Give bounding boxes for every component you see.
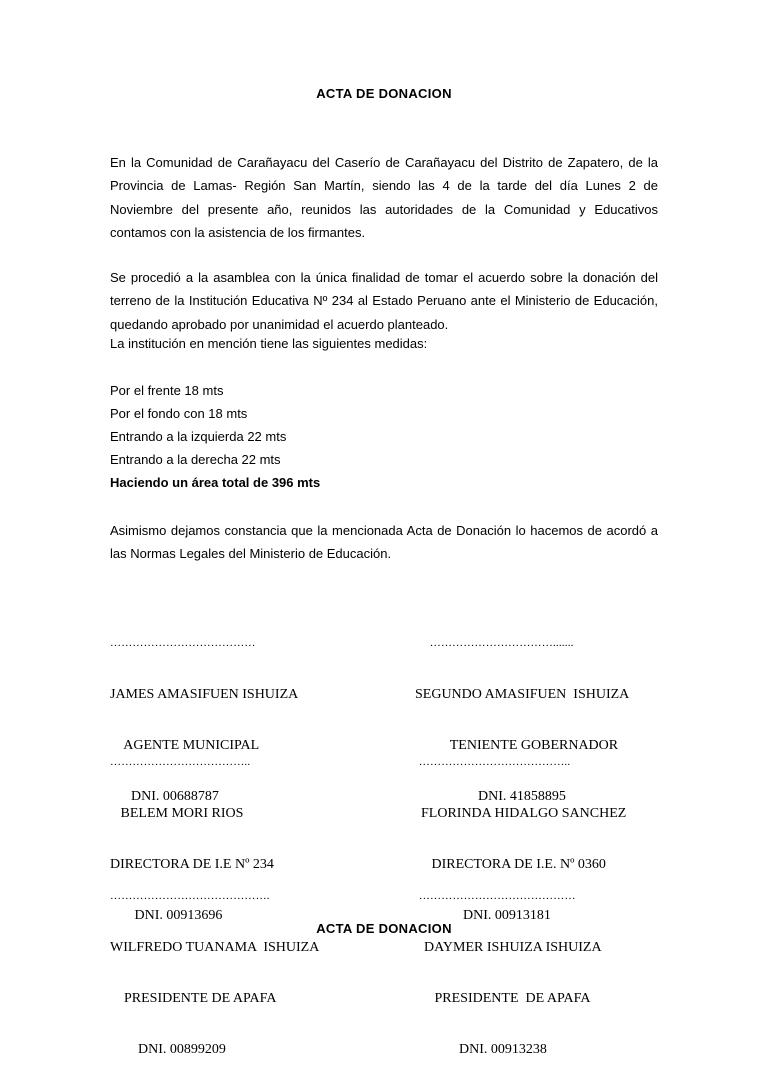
footer-title: ACTA DE DONACION bbox=[316, 921, 452, 936]
signer-name: FLORINDA HIDALGO SANCHEZ bbox=[407, 806, 627, 821]
signature-block bbox=[410, 854, 602, 1075]
signer-dni: DNI. 00913696 bbox=[110, 908, 223, 923]
paragraph-intro: En la Comunidad de Carañayacu del Caserío de Carañayacu del Distrito de Zapatero, de la Provincia de Lamas- Región San Martín, siendo las 4 de la tarde del día Lunes 2 de Noviembre del presente año, reunidos las autoridades de la Comunidad y Educativos contamos con la asistencia de los firmantes. bbox=[110, 155, 658, 240]
signer-dni: DNI. 00913181 bbox=[407, 908, 551, 923]
signature-line: ……………………………….. bbox=[110, 756, 251, 768]
signer-name: DAYMER ISHUIZA ISHUIZA bbox=[410, 940, 602, 955]
signature-block bbox=[110, 854, 319, 1075]
signer-role: TENIENTE GOBERNADOR bbox=[415, 738, 619, 753]
paragraph-assembly: Se procedió a la asamblea con la única finalidad de tomar el acuerdo sobre la donación del terreno de la Institución Educativa Nº 234 al Estado Peruano ante el Ministerio de Educación, quedando aprobado por unanimidad el acuerdo planteado. bbox=[110, 270, 658, 332]
signer-role: DIRECTORA DE I.E Nº 234 bbox=[110, 857, 274, 872]
signature-line: ………………………………… bbox=[110, 637, 256, 649]
measure-right: Entrando a la derecha 22 mts bbox=[110, 452, 281, 467]
signer-role: AGENTE MUNICIPAL bbox=[110, 738, 260, 753]
document-title: ACTA DE DONACION bbox=[316, 86, 452, 101]
signer-role: PRESIDENTE DE APAFA bbox=[110, 991, 277, 1006]
paragraph-closing: Asimismo dejamos constancia que la mencionada Acta de Donación lo hacemos de acordó a las Normas Legales del Ministerio de Educación. bbox=[110, 523, 658, 562]
signer-dni: DNI. 00913238 bbox=[410, 1042, 547, 1057]
signer-role: DIRECTORA DE I.E. Nº 0360 bbox=[407, 857, 606, 872]
measure-front: Por el frente 18 mts bbox=[110, 383, 224, 398]
signer-name: SEGUNDO AMASIFUEN ISHUIZA bbox=[415, 687, 630, 702]
signer-dni: DNI. 00899209 bbox=[110, 1042, 226, 1057]
signer-dni: DNI. 41858895 bbox=[415, 789, 566, 804]
measures-intro: La institución en mención tiene las siguientes medidas: bbox=[110, 336, 428, 351]
signer-name: JAMES AMASIFUEN ISHUIZA bbox=[110, 687, 299, 702]
signer-name: BELEM MORI RIOS bbox=[110, 806, 244, 821]
measure-left: Entrando a la izquierda 22 mts bbox=[110, 429, 287, 444]
signer-role: PRESIDENTE DE APAFA bbox=[410, 991, 591, 1006]
signer-name: WILFREDO TUANAMA ISHUIZA bbox=[110, 940, 320, 955]
signature-line: ……………………………………. bbox=[110, 890, 270, 902]
signature-line: ……………………………....... bbox=[415, 637, 574, 649]
total-area: Haciendo un área total de 396 mts bbox=[110, 475, 321, 490]
signer-dni: DNI. 00688787 bbox=[110, 789, 219, 804]
signature-line: ………………………………….. bbox=[407, 756, 571, 768]
signature-line: …………………………………… bbox=[410, 890, 576, 902]
measure-back: Por el fondo con 18 mts bbox=[110, 406, 248, 421]
